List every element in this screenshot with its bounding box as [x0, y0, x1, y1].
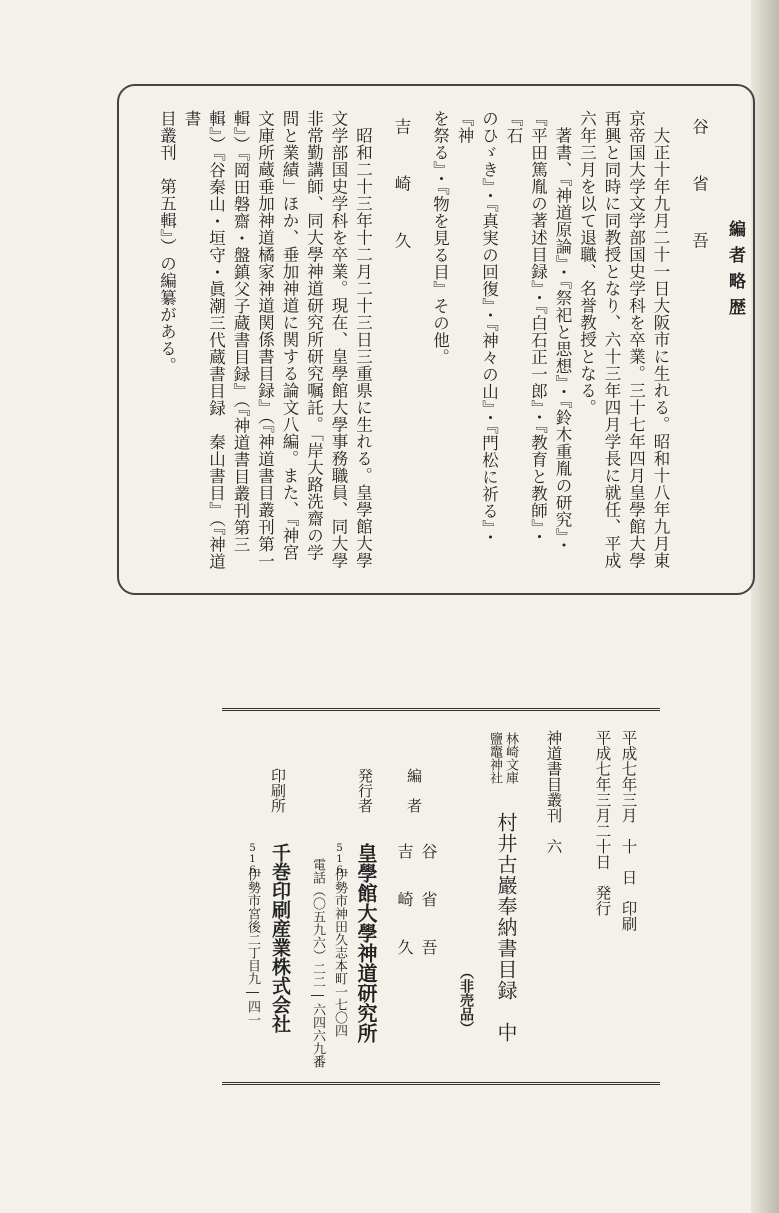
publisher-name: 皇學館大學神道研究所 [354, 843, 378, 1043]
page-edge [751, 0, 779, 1213]
editor-label: 編 者 [405, 768, 423, 813]
colophon-top-rule [222, 708, 660, 711]
publisher-zip: 516 [334, 843, 345, 876]
bio-tani-line: 再興と同時に同教授となり、六十三年四月学長に就任、平成 [602, 110, 621, 569]
editor-name-yoshizaki: 吉 崎 久 [395, 843, 414, 955]
bio-tani-works-line: のひゞき』・『真実の回復』・『神々の山』・『門松に祈る』・『神 [455, 110, 499, 546]
bio-tani-line: 京帝国大学文学部国史学科を卒業。三十七年四月皇學館大學 [626, 110, 646, 569]
book-title: 村井古巖奉納書目録 中 [494, 812, 518, 1043]
printer-label: 印刷所 [269, 768, 287, 813]
printer-name: 千巻印刷産業株式会社 [269, 843, 291, 1033]
collection-line-1: 林崎文庫 [503, 732, 518, 784]
printer-address: 伊勢市宮後二丁目九―四一 [245, 868, 260, 1026]
publisher-label: 発行者 [356, 768, 374, 813]
bio-tani-line: 大正十年九月二十一日大阪市に生れる。昭和十八年九月東 [651, 126, 670, 569]
publisher-phone: 電話（〇五九六）二二―六四六九番 [310, 858, 325, 1068]
bio-yoshizaki-line: 文学部国史学科を卒業。現在、皇學館大學事務職員、同大學 [329, 110, 348, 569]
collection-line-2: 鹽竈神社 [487, 732, 502, 784]
publisher-address: 伊勢市神田久志本町一七〇四 [332, 868, 347, 1037]
bio-yoshizaki-line: 輯』）『谷秦山・垣守・眞潮三代蔵書目録 秦山書目』（『神道書 [182, 110, 226, 570]
bio-yoshizaki-line: 輯』）『岡田磐齋・盤鎮父子蔵書目録』（『神道書目叢刊第三 [231, 110, 250, 553]
editor-name-tani: 谷 省 吾 [419, 843, 438, 955]
series-name: 神道書目叢刊 六 [544, 730, 563, 854]
bio-tani-works-line: 著書、『神道原論』・『祭祀と思想』・『鈴木重胤の研究』・ [553, 126, 572, 553]
biography-heading: 編者略歴 [725, 220, 745, 324]
bio-tani-works-line: 『平田篤胤の著述目録』・『白石正一郎』・『教育と教師』・『石 [504, 110, 548, 545]
bio-tani-works-line: を祭る』・『物を見る目』その他。 [430, 110, 450, 366]
not-for-sale: （非売品） [458, 965, 474, 1035]
bio-yoshizaki-line: 文庫所蔵垂加神道橘家神道関係書目録』（『神道書目叢刊第一 [255, 110, 275, 570]
editor-biography-text [154, 110, 747, 570]
editor-biography-box [117, 84, 755, 595]
bio-yoshizaki-line: 非常勤講師、同大學神道研究所研究嘱託。「岸大路洗齋の学 [304, 110, 324, 561]
bio-yoshizaki-line: 問と業績」ほか、垂加神道に関する論文八編。また、『神宮 [280, 110, 299, 561]
printer-zip: 516 [247, 843, 258, 876]
bio-yoshizaki-line: 昭和二十三年十二月二十三日三重県に生れる。皇學館大學 [353, 126, 373, 569]
bio-yoshizaki-line: 目叢刊 第五輯』）の編纂がある。 [157, 110, 177, 374]
author-name-tani: 谷 省 吾 [689, 118, 709, 261]
colophon-bottom-rule [222, 1082, 660, 1085]
bio-tani-line: 六年三月を以て退職、名誉教授となる。 [577, 110, 597, 416]
author-name-yoshizaki: 吉 崎 久 [392, 118, 411, 261]
print-date: 平成七年三月 十 日 印刷 [619, 730, 638, 932]
issue-date: 平成七年三月二十日 発行 [593, 730, 612, 916]
